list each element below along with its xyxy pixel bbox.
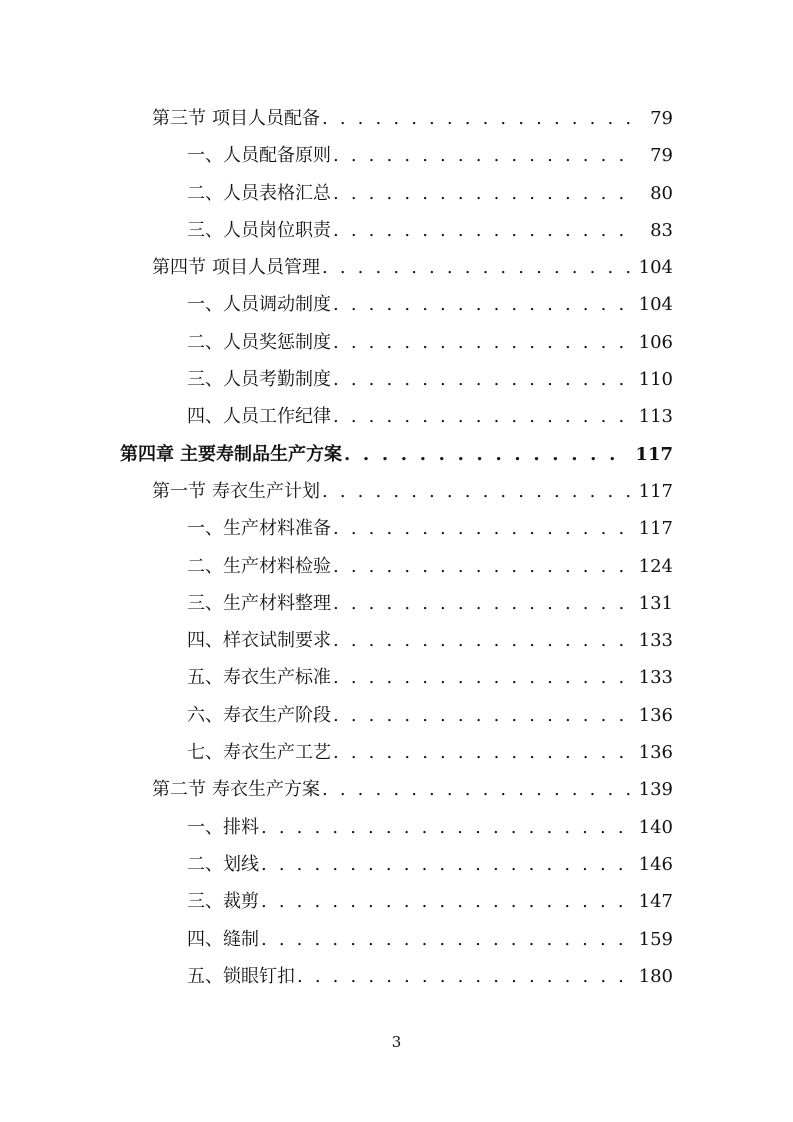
toc-title: 项目人员配备 — [212, 108, 320, 129]
toc-page: 131 — [638, 592, 673, 614]
toc-item-row[interactable] — [0, 212, 793, 249]
dot-leader — [322, 249, 633, 286]
toc-section-row[interactable] — [0, 249, 793, 286]
toc-title: 主要寿制品生产方案 — [180, 443, 342, 465]
dot-leader — [333, 398, 633, 435]
toc-number: 三、 — [187, 891, 223, 913]
dot-leader — [344, 436, 629, 473]
toc-item-row[interactable] — [0, 921, 793, 958]
toc-number: 四、 — [187, 406, 223, 428]
dot-leader — [261, 921, 633, 958]
toc-number: 二、 — [187, 182, 223, 204]
toc-page: 139 — [638, 779, 673, 801]
toc-section-row[interactable] — [0, 473, 793, 510]
toc-number: 第二节 — [152, 779, 206, 801]
toc-title: 寿衣生产阶段 — [223, 704, 331, 726]
toc-title: 人员考勤制度 — [223, 369, 331, 391]
toc-title: 缝制 — [223, 928, 259, 950]
toc-title: 生产材料检验 — [223, 555, 331, 577]
toc-page: 133 — [638, 630, 673, 652]
toc-number: 一、 — [187, 294, 223, 316]
toc-title: 裁剪 — [223, 891, 259, 913]
toc-page: 117 — [638, 480, 673, 502]
toc-item-row[interactable] — [0, 510, 793, 547]
toc-page: 147 — [638, 891, 673, 913]
toc-number: 一、 — [187, 816, 223, 838]
toc-section-row[interactable] — [0, 100, 793, 137]
toc-title: 项目人员管理 — [212, 257, 320, 279]
dot-leader — [333, 286, 633, 323]
toc-page: 80 — [650, 182, 673, 204]
toc-title: 划线 — [223, 853, 259, 875]
toc-item-row[interactable] — [0, 958, 793, 995]
dot-leader — [333, 175, 637, 212]
dot-leader — [261, 846, 633, 883]
dot-leader — [333, 697, 633, 734]
dot-leader — [333, 361, 633, 398]
toc-number: 五、 — [187, 965, 223, 987]
toc-number: 一、 — [187, 145, 223, 167]
dot-leader — [297, 958, 633, 995]
toc-title: 寿衣生产方案 — [212, 779, 320, 801]
toc-number: 三、 — [187, 219, 223, 241]
toc-page: 79 — [650, 145, 673, 167]
toc-title: 排料 — [223, 816, 259, 838]
table-of-contents — [0, 100, 793, 995]
dot-leader — [333, 548, 633, 585]
toc-item-row[interactable] — [0, 286, 793, 323]
toc-page: 117 — [638, 518, 673, 540]
toc-number: 三、 — [187, 369, 223, 391]
toc-page: 113 — [638, 406, 673, 428]
toc-page: 104 — [638, 294, 673, 316]
toc-page: 106 — [638, 331, 673, 353]
toc-item-row[interactable] — [0, 734, 793, 771]
toc-number: 第三节 — [152, 108, 206, 129]
toc-page: 124 — [638, 555, 673, 577]
toc-number: 四、 — [187, 928, 223, 950]
toc-page: 159 — [638, 928, 673, 950]
toc-item-row[interactable] — [0, 846, 793, 883]
toc-page: 104 — [638, 257, 673, 279]
toc-number: 一、 — [187, 518, 223, 540]
toc-item-row[interactable] — [0, 697, 793, 734]
toc-page: 136 — [638, 742, 673, 764]
toc-title: 寿衣生产计划 — [212, 480, 320, 502]
dot-leader — [333, 622, 633, 659]
dot-leader — [333, 137, 637, 174]
dot-leader — [333, 212, 637, 249]
toc-page: 133 — [638, 667, 673, 689]
dot-leader — [333, 585, 633, 622]
toc-page: 79 — [650, 108, 673, 129]
toc-number: 第一节 — [152, 480, 206, 502]
toc-number: 七、 — [187, 742, 223, 764]
toc-page: 83 — [650, 219, 673, 241]
dot-leader — [333, 510, 633, 547]
toc-title: 样衣试制要求 — [223, 630, 331, 652]
toc-number: 二、 — [187, 331, 223, 353]
toc-page: 140 — [638, 816, 673, 838]
toc-page: 110 — [638, 369, 673, 391]
toc-item-row[interactable] — [0, 883, 793, 920]
toc-number: 六、 — [187, 704, 223, 726]
dot-leader — [322, 100, 637, 137]
toc-item-row[interactable] — [0, 622, 793, 659]
toc-title: 锁眼钉扣 — [223, 965, 295, 987]
toc-title: 人员调动制度 — [223, 294, 331, 316]
toc-title: 生产材料准备 — [223, 518, 331, 540]
toc-item-row[interactable] — [0, 585, 793, 622]
toc-page: 180 — [638, 965, 673, 987]
toc-item-row[interactable] — [0, 175, 793, 212]
toc-item-row[interactable] — [0, 809, 793, 846]
dot-leader — [322, 771, 633, 808]
toc-page: 136 — [638, 704, 673, 726]
dot-leader — [322, 473, 633, 510]
toc-page: 146 — [638, 853, 673, 875]
toc-number: 五、 — [187, 667, 223, 689]
toc-item-row[interactable] — [0, 324, 793, 361]
page-number: 3 — [391, 1033, 402, 1051]
dot-leader — [333, 734, 633, 771]
toc-title: 寿衣生产标准 — [223, 667, 331, 689]
toc-title: 人员奖惩制度 — [223, 331, 331, 353]
toc-item-row[interactable] — [0, 548, 793, 585]
toc-number: 二、 — [187, 555, 223, 577]
toc-title: 人员表格汇总 — [223, 182, 331, 204]
toc-item-row[interactable] — [0, 659, 793, 696]
toc-page: 117 — [635, 443, 673, 465]
dot-leader — [261, 809, 633, 846]
toc-title: 寿衣生产工艺 — [223, 742, 331, 764]
toc-section-row[interactable] — [0, 771, 793, 808]
toc-title: 人员岗位职责 — [223, 219, 331, 241]
toc-chapter-row[interactable] — [0, 436, 793, 473]
toc-item-row[interactable] — [0, 137, 793, 174]
toc-title: 生产材料整理 — [223, 592, 331, 614]
dot-leader — [261, 883, 633, 920]
toc-item-row[interactable] — [0, 398, 793, 435]
toc-number: 第四章 — [120, 443, 174, 465]
dot-leader — [333, 659, 633, 696]
toc-title: 人员工作纪律 — [223, 406, 331, 428]
toc-number: 三、 — [187, 592, 223, 614]
toc-title: 人员配备原则 — [223, 145, 331, 167]
toc-number: 第四节 — [152, 257, 206, 279]
toc-item-row[interactable] — [0, 361, 793, 398]
dot-leader — [333, 324, 633, 361]
toc-number: 二、 — [187, 853, 223, 875]
toc-number: 四、 — [187, 630, 223, 652]
